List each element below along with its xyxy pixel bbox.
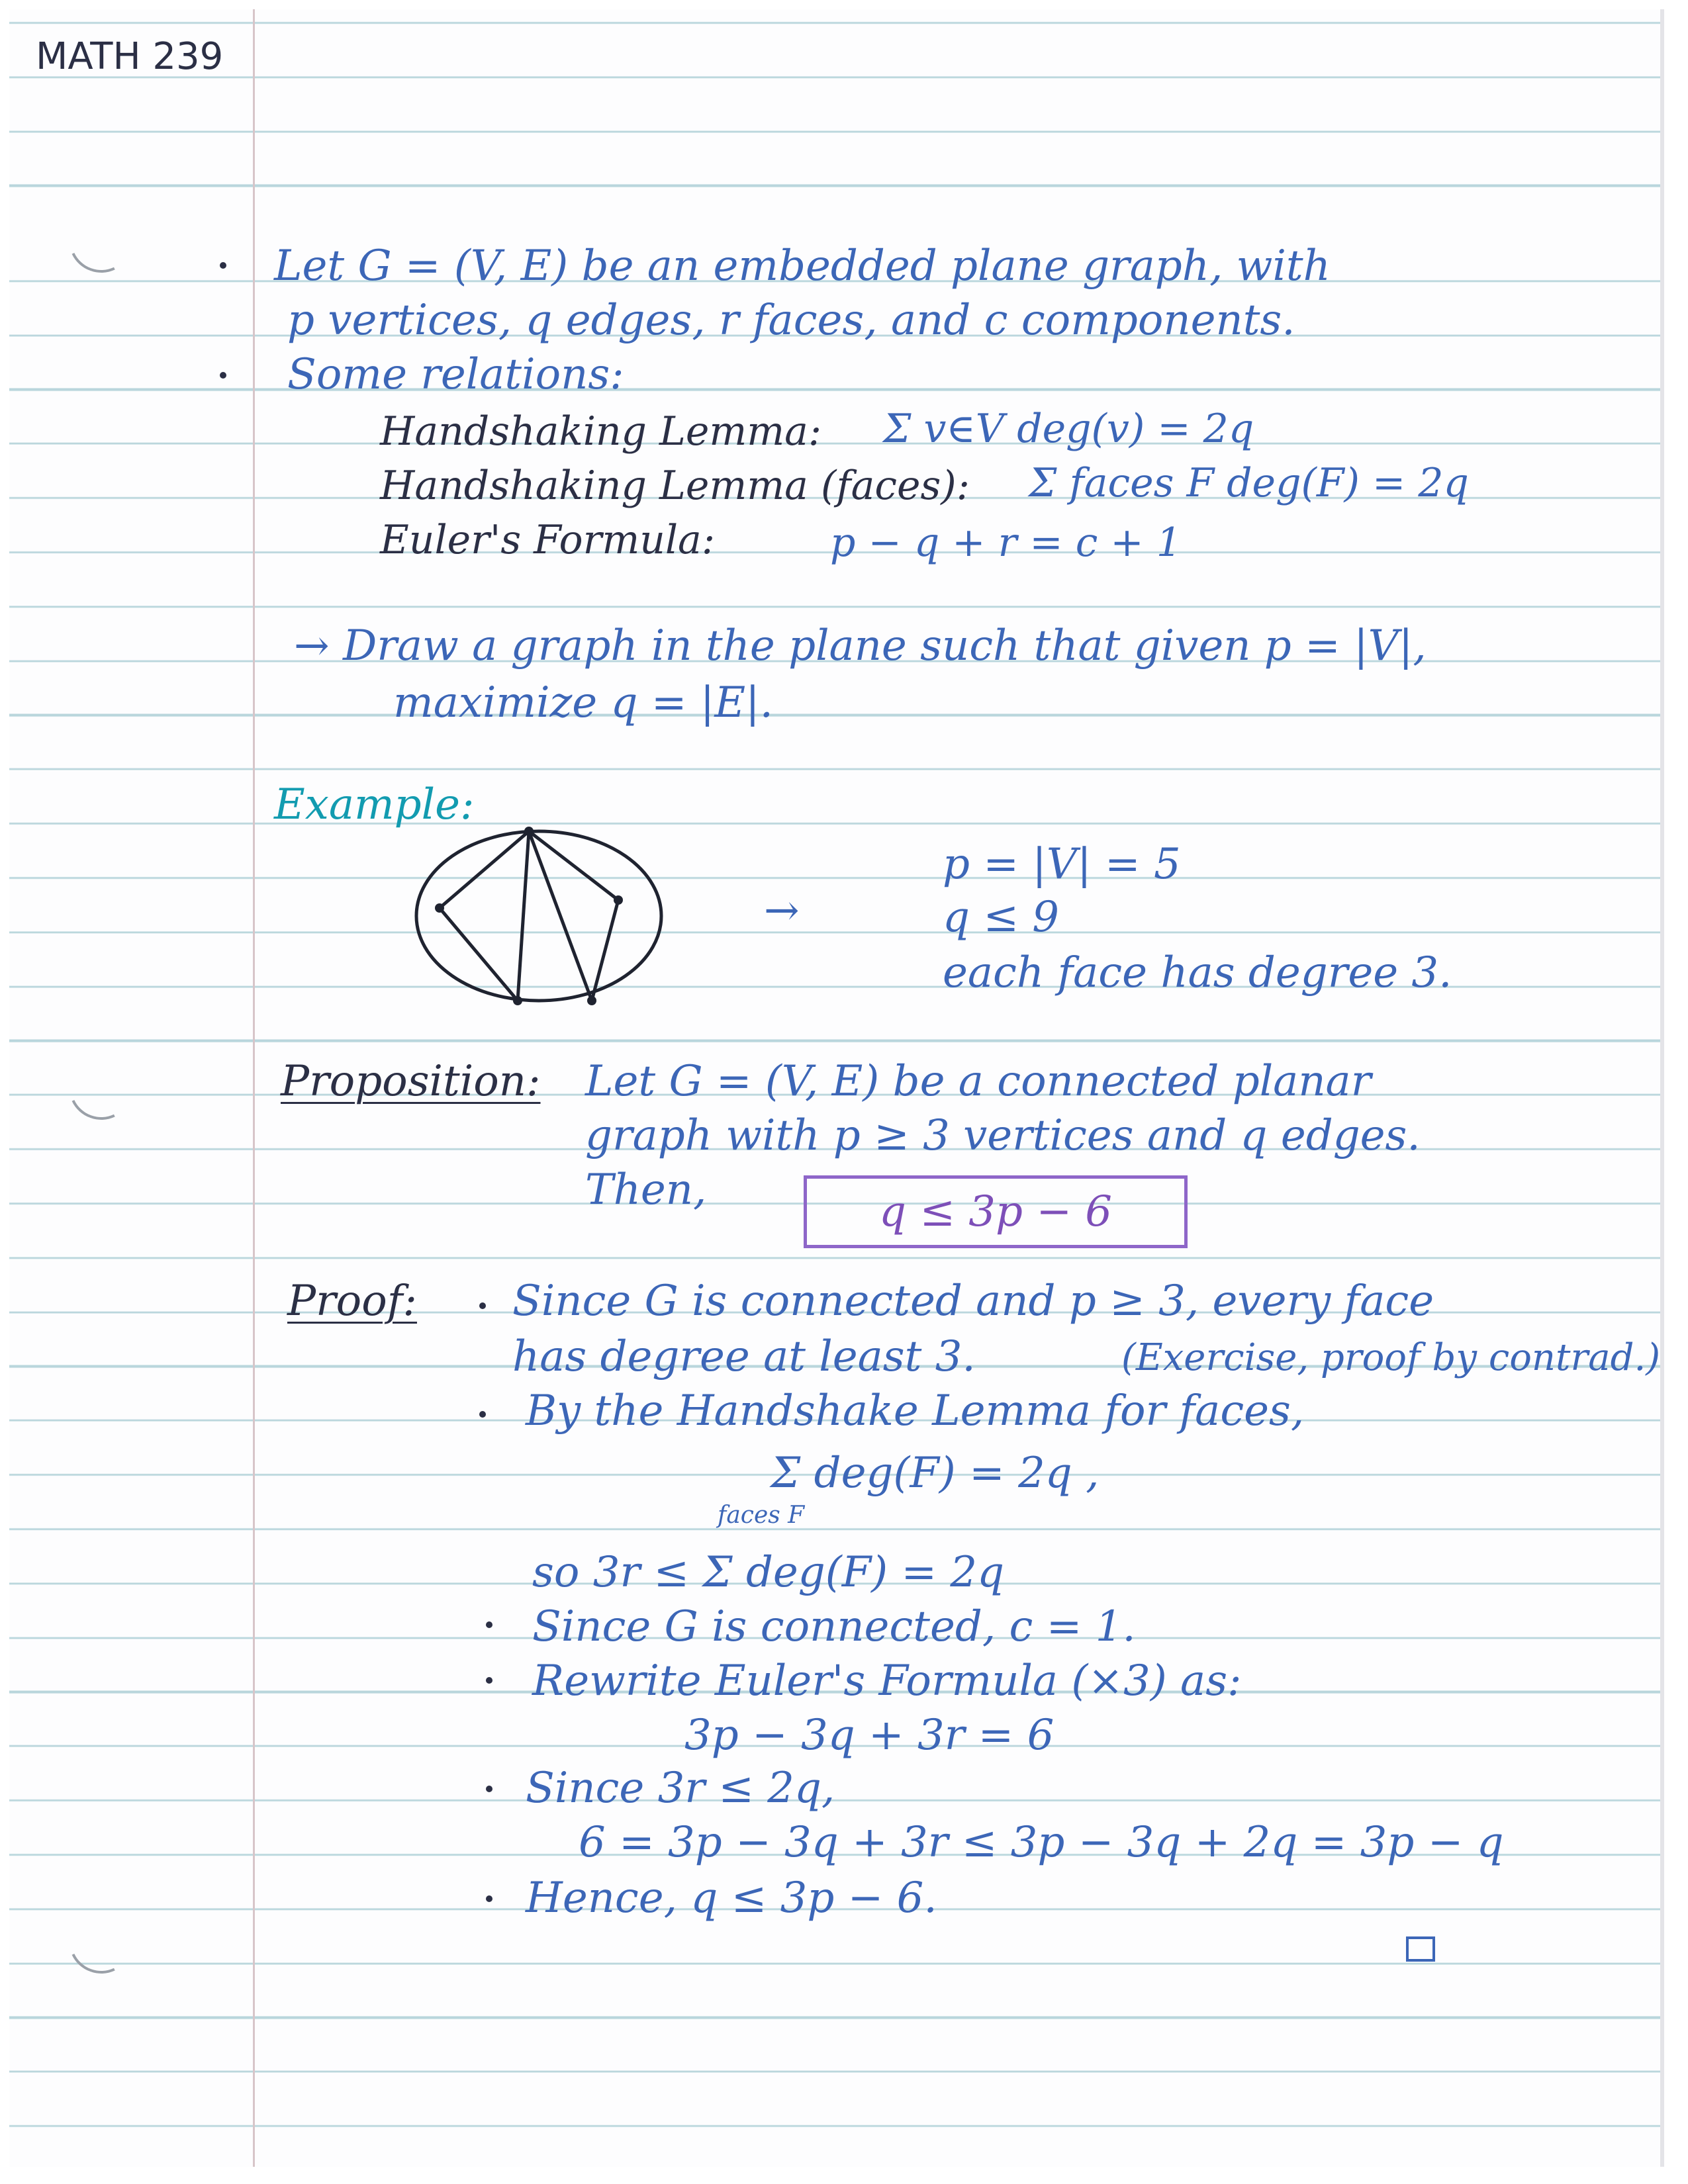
relation-label: Euler's Formula:: [380, 517, 716, 563]
relation-formula: Σ faces F deg(F) = 2q: [1029, 460, 1469, 506]
intro-line-2: p vertices, q edges, r faces, and c components.: [287, 296, 1295, 345]
proof-step-6-line-1: Since 3r ≤ 2q,: [526, 1764, 835, 1813]
graph-edge: [440, 908, 518, 1001]
proposition-result: q ≤ 3p − 6: [879, 1187, 1112, 1236]
relation-label: Handshaking Lemma:: [380, 408, 822, 455]
proposition-line-3: Then,: [585, 1165, 707, 1214]
relation-formula: Σ v∈V deg(v) = 2q: [883, 406, 1254, 452]
graph-vertex: [524, 827, 534, 836]
relation-formula: p − q + r = c + 1: [830, 520, 1182, 566]
graph-vertex: [614, 895, 623, 905]
proof-step-1-line-2: has degree at least 3.: [512, 1332, 976, 1381]
proposition-label: Proposition:: [281, 1057, 541, 1106]
binder-hole: [60, 1899, 143, 1983]
graph-edge: [518, 831, 529, 1001]
proof-step-7: Hence, q ≤ 3p − 6.: [526, 1874, 937, 1923]
relation-label: Handshaking Lemma (faces):: [380, 463, 970, 509]
example-line-1: p = |V| = 5: [943, 840, 1181, 889]
proof-label: Proof:: [287, 1277, 417, 1326]
proof-step-5-line-1: Rewrite Euler's Formula (×3) as:: [532, 1657, 1242, 1706]
proposition-line-2: graph with p ≥ 3 vertices and q edges.: [585, 1111, 1421, 1160]
intro-line-3: Some relations:: [287, 350, 624, 399]
proof-step-6-equation: 6 = 3p − 3q + 3r ≤ 3p − 3q + 2q = 3p − q: [579, 1818, 1504, 1867]
qed-box: [1406, 1936, 1435, 1962]
proof-step-1-line-1: Since G is connected and p ≥ 3, every face: [512, 1277, 1434, 1326]
bullet: [220, 372, 226, 379]
binder-hole: [60, 199, 143, 282]
proof-step-5-equation: 3p − 3q + 3r = 6: [684, 1711, 1055, 1760]
bullet: [486, 1677, 492, 1684]
bullet: [486, 1895, 492, 1902]
notebook-page: [9, 9, 1664, 2167]
example-label: Example:: [274, 780, 475, 829]
bullet: [479, 1302, 486, 1309]
proof-step-1-note: (Exercise, proof by contrad.): [1121, 1336, 1661, 1379]
course-title: MATH 239: [36, 35, 224, 78]
page-edge: [1660, 9, 1664, 2167]
example-planar-graph: [406, 817, 684, 1015]
graph-edge: [440, 831, 529, 908]
bullet: [220, 262, 226, 269]
proof-step-2-subscript: faces F: [718, 1502, 805, 1529]
proof-step-2-line-1: By the Handshake Lemma for faces,: [526, 1387, 1305, 1435]
graph-vertex: [435, 903, 444, 913]
goal-line-2: maximize q = |E|.: [393, 678, 773, 727]
bullet: [486, 1621, 492, 1628]
graph-vertex: [587, 996, 596, 1005]
goal-line-1: → Draw a graph in the plane such that given p = |V|,: [294, 621, 1427, 670]
margin-line: [253, 9, 255, 2167]
example-arrow: →: [764, 886, 800, 935]
graph-vertex: [513, 996, 522, 1005]
binder-hole: [60, 1046, 143, 1129]
example-line-2: q ≤ 9: [943, 893, 1059, 942]
bullet: [486, 1786, 492, 1792]
example-line-3: each face has degree 3.: [943, 948, 1452, 997]
intro-line-1: Let G = (V, E) be an embedded plane graph, with: [274, 242, 1331, 291]
proof-step-3: so 3r ≤ Σ deg(F) = 2q: [532, 1548, 1005, 1597]
proof-step-4: Since G is connected, c = 1.: [532, 1602, 1136, 1651]
proof-step-2-equation: Σ deg(F) = 2q ,: [771, 1449, 1100, 1498]
result-box: [804, 1175, 1188, 1248]
proposition-line-1: Let G = (V, E) be a connected planar: [585, 1057, 1372, 1106]
bullet: [479, 1411, 486, 1418]
